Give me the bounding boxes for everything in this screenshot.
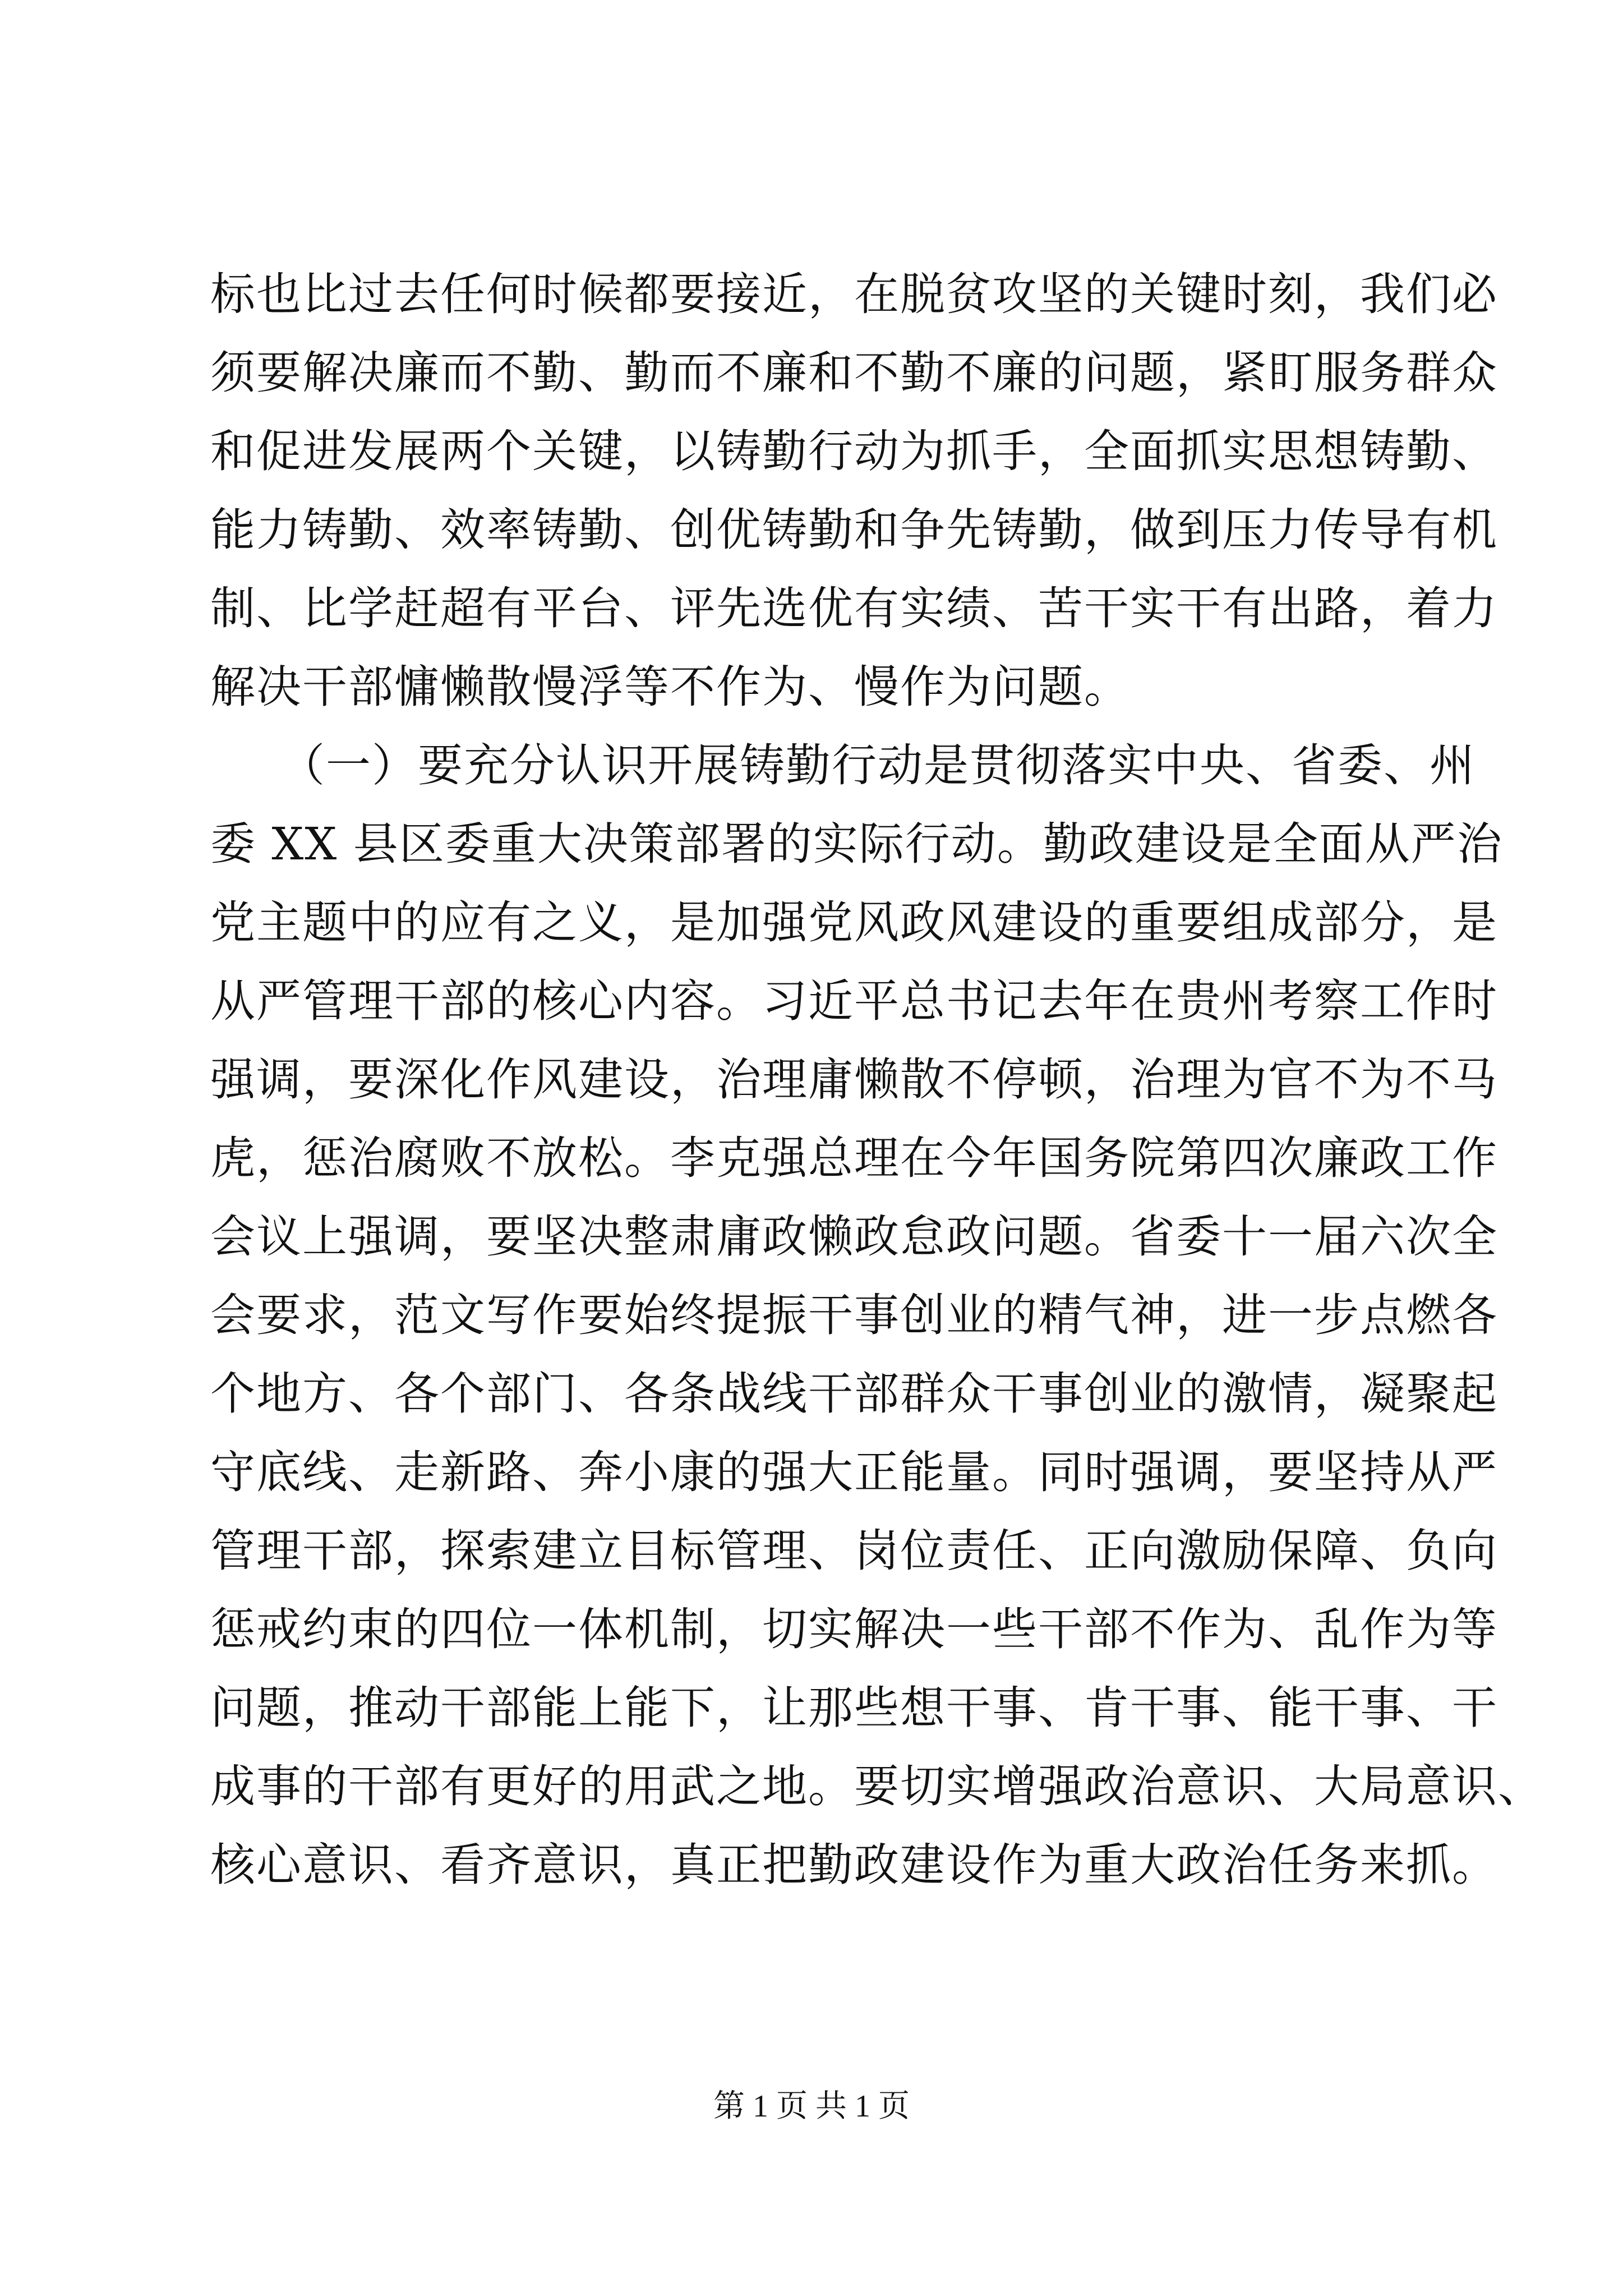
text-line: 党主题中的应有之义，是加强党风政风建设的重要组成部分，是 <box>210 896 1498 949</box>
text-line: 标也比过去任何时候都要接近，在脱贫攻坚的关键时刻，我们必 <box>210 268 1498 320</box>
text-line: 须要解决廉而不勤、勤而不廉和不勤不廉的问题，紧盯服务群众 <box>210 347 1498 399</box>
text-line: 个地方、各个部门、各条战线干部群众干事创业的激情，凝聚起 <box>210 1368 1498 1420</box>
text-line: 会议上强调，要坚决整肃庸政懒政怠政问题。省委十一届六次全 <box>210 1211 1498 1263</box>
text-line: 惩戒约束的四位一体机制，切实解决一些干部不作为、乱作为等 <box>210 1603 1498 1655</box>
text-line: 成事的干部有更好的用武之地。要切实增强政治意识、大局意识、 <box>210 1760 1544 1812</box>
text-line: 管理干部，探索建立目标管理、岗位责任、正向激励保障、负向 <box>210 1525 1498 1577</box>
page-footer: 第 1 页 共 1 页 <box>713 2089 910 2124</box>
text-line: 强调，要深化作风建设，治理庸懒散不停顿，治理为官不为不马 <box>210 1053 1498 1106</box>
text-line: 问题，推动干部能上能下，让那些想干事、肯干事、能干事、干 <box>210 1682 1498 1734</box>
text-line: 委 XX 县区委重大决策部署的实际行动。勤政建设是全面从严治 <box>210 818 1503 870</box>
text-line: 能力铸勤、效率铸勤、创优铸勤和争先铸勤，做到压力传导有机 <box>210 504 1498 556</box>
text-line: 制、比学赶超有平台、评先选优有实绩、苦干实干有出路，着力 <box>210 582 1498 634</box>
text-line: 解决干部慵懒散慢浮等不作为、慢作为问题。 <box>210 661 1130 713</box>
text-line: 虎，惩治腐败不放松。李克强总理在今年国务院第四次廉政工作 <box>210 1132 1498 1184</box>
text-line: 从严管理干部的核心内容。习近平总书记去年在贵州考察工作时 <box>210 975 1498 1027</box>
text-line: 会要求，范文写作要始终提振干事创业的精气神，进一步点燃各 <box>210 1289 1498 1341</box>
text-line: 核心意识、看齐意识，真正把勤政建设作为重大政治任务来抓。 <box>210 1839 1498 1891</box>
text-line: 守底线、走新路、奔小康的强大正能量。同时强调，要坚持从严 <box>210 1446 1498 1498</box>
text-line: （一）要充分认识开展铸勤行动是贯彻落实中央、省委、州 <box>210 739 1476 792</box>
text-line: 和促进发展两个关键，以铸勤行动为抓手，全面抓实思想铸勤、 <box>210 425 1498 477</box>
